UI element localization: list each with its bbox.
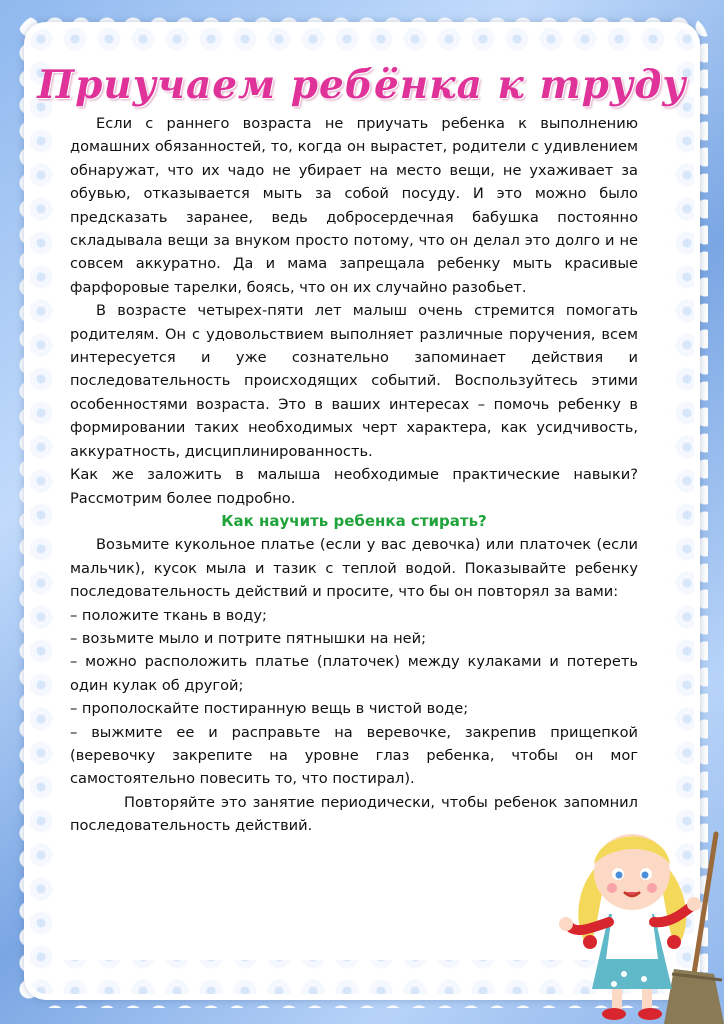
step-2: – возьмите мыло и потрите пятнышки на ней; (70, 629, 427, 647)
step-1: – положите ткань в воду; (70, 606, 267, 624)
step-5: – выжмите ее и расправьте на веревочке, закрепив прищепкой (веревочку закрепите на уровне глаз ребенка, чтобы он мог самостоятельно повесить то, что постирал). (70, 723, 638, 788)
paragraph-3: Как же заложить в малыша необходимые практические навыки? Рассмотрим более подробно. (70, 466, 638, 507)
paragraph-2: В возрасте четырех-пяти лет малыш очень стремится помогать родителям. Он с удовольствием выполняет различные поручения, всем интересуется и уже сознательно запоминает действия и последовательность происходящих событий. Воспользуйтесь этими особенностями возраста. Это в ваших интересах – помочь ребенку в формировании таких необходимых черт характера, как усидчивость, аккуратность, дисциплинированность. (70, 302, 638, 460)
section-heading: Как научить ребенка стирать? (221, 511, 487, 530)
article-body (70, 112, 638, 838)
step-3: – можно расположить платье (платочек) между кулаками и потереть один кулак об другой; (70, 653, 638, 694)
girl-with-broom-illustration (554, 814, 724, 1024)
instructions-intro: Возьмите кукольное платье (если у вас девочка) или платочек (если мальчик), кусок мыла и тазик с теплой водой. Показывайте ребенку последовательность действий и просите, что бы он повторял за вами: (70, 536, 638, 601)
step-4: – прополоскайте постиранную вещь в чистой воде; (70, 700, 469, 718)
closing-paragraph: Повторяйте это занятие периодически, чтобы ребенок запомнил последовательность действий. (70, 793, 638, 835)
paragraph-1: Если с раннего возраста не приучать ребенка к выполнению домашних обязанностей, то, когда он вырастет, родители с удивлением обнаружат, что их чадо не убирает на место вещи, не ухаживает за обувью, отказывается мыть за собой посуду. И это можно было предсказать заранее, ведь добросердечная бабушка постоянно складывала вещи за внуком просто потому, что он делал это долго и не совсем аккуратно. Да и мама запрещала ребенку мыть красивые фарфоровые тарелки, боясь, что он их случайно разобьет. (70, 115, 638, 296)
page-title: Приучаем ребёнка к труду (37, 62, 687, 108)
